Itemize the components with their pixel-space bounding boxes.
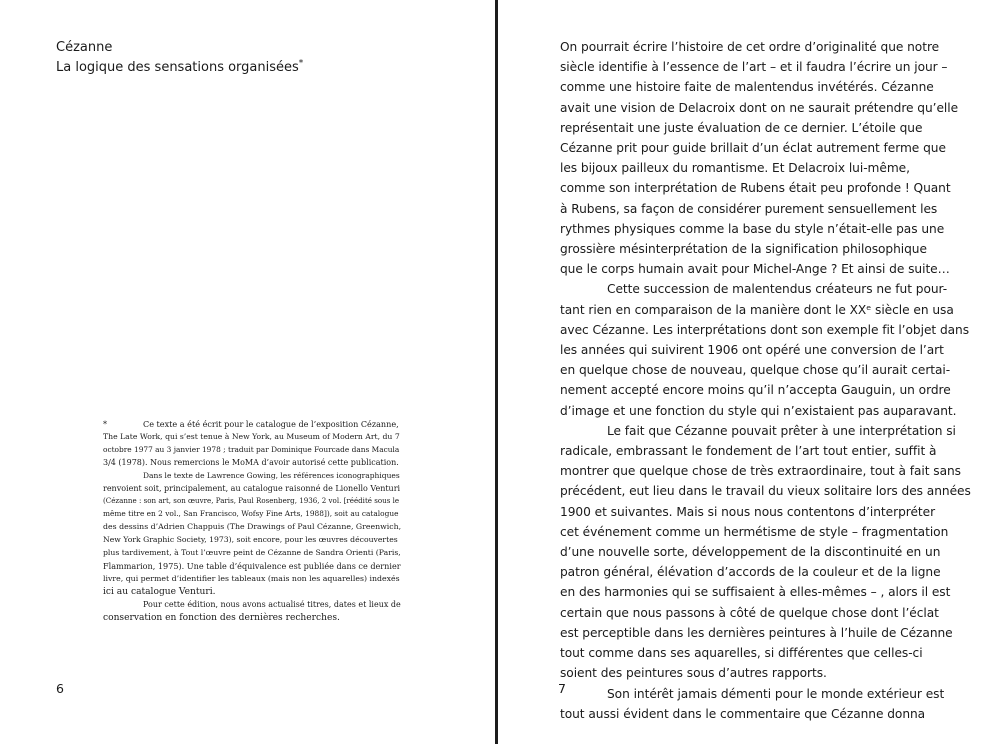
body-line: d’image et une fonction du style qui n’existaient pas auparavant. [560,403,957,418]
right-page [498,0,992,744]
page-number: 6 [56,681,64,696]
footnote [103,418,401,625]
title-subtitle: La logique des sensations organisées [56,60,299,75]
footnote-text: des dessins d’Adrien Chappuis (The Drawings of Paul Cézanne, Greenwich, [103,522,402,532]
body-line: les bijoux pailleux du romantisme. Et Delacroix lui-même, [560,161,910,176]
footnote-line [103,431,401,444]
title-subtitle-line [56,58,356,78]
footnote-line [103,470,401,483]
footnote-line [103,521,401,534]
body-line: avait une vision de Delacroix dont on ne saurait prétendre qu’elle [560,100,959,115]
footnote-text: ici au catalogue Venturi. [103,586,216,597]
footnote-line [103,444,401,457]
body-text [560,37,980,724]
body-line: est perceptible dans les dernières peintures à l’huile de Cézanne [560,625,953,640]
body-line: avec Cézanne. Les interprétations dont son exemple fit l’objet dans [560,322,970,337]
footnote-reference-mark: * [298,58,304,69]
footnote-line [103,586,401,599]
footnote-text: Pour cette édition, nous avons actualisé titres, dates et lieux de [143,599,401,609]
body-line: tout comme dans ses aquarelles, si différentes que celles-ci [560,646,923,661]
body-line: tout aussi évident dans le commentaire que Cézanne donna [560,706,926,721]
footnote-text: renvoient soit, principalement, au catalogue raisonné de Lionello Venturi [103,483,401,493]
body-line: cet événement comme un hermétisme de style – fragmentation [560,524,949,539]
body-line: à Rubens, sa façon de considérer purement sensuellement les [560,201,938,216]
essay-title [56,38,356,78]
body-line: siècle identifie à l’essence de l’art – et il faudra l’écrire un jour – [560,60,948,75]
body-line: rythmes physiques comme la base du style n’était-elle pas une [560,221,945,236]
body-line: tant rien en comparaison de la manière dont le XXᵉ siècle en usa [560,302,954,317]
footnote-text: Ce texte a été écrit pour le catalogue de l’exposition Cézanne, [143,419,399,429]
footnote-text: Flammarion, 1975). Une table d’équivalence est publiée dans ce dernier [103,560,401,571]
footnote-text: (Cézanne : son art, son œuvre, Paris, Paul Rosenberg, 1936, 2 vol. [réédité sous le [103,496,400,506]
footnote-text: même titre en 2 vol., San Francisco, Wofsy Fine Arts, 1988]), soit au catalogue [103,509,399,519]
footnote-line [103,534,401,547]
body-line: Le fait que Cézanne pouvait prêter à une interprétation si [607,423,956,438]
body-line: comme son interprétation de Rubens était peu profonde ! Quant [560,181,951,196]
body-line: nement accepté encore moins qu’il n’accepta Gauguin, un ordre [560,383,951,398]
footnote-text: conservation en fonction des dernières recherches. [103,612,340,623]
body-line: précédent, eut lieu dans le travail du vieux solitaire lors des années [560,484,971,499]
body-line: soient des peintures sous d’autres rapports. [560,666,827,681]
footnote-text: 3/4 (1978). Nous remercions le MoMA d’avoir autorisé cette publication. [103,457,399,467]
title-author: Cézanne [56,40,113,55]
body-line: d’une nouvelle sorte, développement de la discontinuité en un [560,545,941,560]
footnote-text: New York Graphic Society, 1973), soit encore, pour les œuvres découvertes [103,535,398,545]
body-line: grossière mésinterprétation de la signification philosophique [560,242,927,257]
footnote-line [103,599,401,612]
body-line: en quelque chose de nouveau, quelque chose qu’il aurait certai- [560,363,951,378]
body-line: Son intérêt jamais démenti pour le monde extérieur est [607,686,945,701]
body-line: radicale, embrassant le fondement de l’art tout entier, suffit à [560,444,937,459]
body-line: que le corps humain avait pour Michel-Ange ? Et ainsi de suite… [560,262,950,277]
footnote-line [103,457,401,470]
footnote-line [103,560,401,573]
footnote-line [103,495,401,508]
footnote-line [103,612,401,625]
footnote-text: The Late Work, qui s’est tenue à New York, au Museum of Modern Art, du 7 [103,431,400,441]
body-line: On pourrait écrire l’histoire de cet ordre d’originalité que notre [560,40,940,54]
body-line: représentait une juste évaluation de ce dernier. L’étoile que [560,120,923,135]
footnote-text: octobre 1977 au 3 janvier 1978 ; traduit par Dominique Fourcade dans Macula [103,444,400,454]
footnote-line [103,547,401,560]
body-line: les années qui suivirent 1906 ont opéré une conversion de l’art [560,343,944,358]
footnote-line [103,573,401,586]
body-line: comme une histoire faite de malentendus invétérés. Cézanne [560,80,934,95]
body-line: Cézanne prit pour guide brillait d’un éclat autrement ferme que [560,141,946,156]
footnote-line [103,483,401,496]
footnote-text: Dans le texte de Lawrence Gowing, les références iconographiques [143,470,400,480]
footnote-text: plus tardivement, à Tout l’œuvre peint de Cézanne de Sandra Orienti (Paris, [103,548,401,558]
footnote-text: livre, qui permet d’identifier les tableaux (mais non les aquarelles) indexés [103,573,400,583]
footnote-mark: * [103,419,108,429]
body-line: patron général, élévation d’accords de la couleur et de la ligne [560,565,941,580]
body-line: certain que nous passons à côté de quelque chose dont l’éclat [560,605,939,620]
footnote-line [103,418,401,431]
page-number: 7 [558,681,566,696]
left-page [0,0,495,744]
body-line: montrer que quelque chose de très extraordinaire, tout à fait sans [560,464,961,479]
body-line: Cette succession de malentendus créateurs ne fut pour- [607,282,948,297]
body-line: en des harmonies qui se suffisaient à elles-mêmes – , alors il est [560,585,951,600]
footnote-line [103,508,401,521]
body-line: 1900 et suivantes. Mais si nous nous contentons d’interpréter [560,504,936,519]
